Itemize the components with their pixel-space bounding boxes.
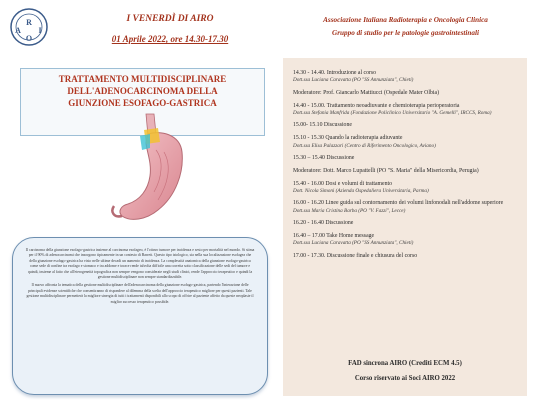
svg-text:O: O [25, 34, 33, 43]
schedule-item-speaker: Dott.ssa Elisa Palazzari (Centro di Riferimento Oncologico, Aviano) [293, 142, 436, 149]
organization-header [283, 14, 528, 40]
svg-text:R: R [26, 18, 32, 27]
svg-text:A: A [15, 26, 21, 35]
schedule-item-speaker: Dott.ssa Maria Cristina Barba (PO "V. Fazzi", Lecce) [293, 207, 406, 214]
schedule-item-title: 14.30 - 14.40. Introduzione al corso [293, 70, 377, 76]
course-footer [283, 356, 527, 386]
schedule-item [293, 90, 525, 97]
schedule-item [293, 220, 525, 227]
schedule-item-speaker: Dott.ssa Stefania Manfrida (Fondazione Policlinico Universitario "A. Gemelli", IRCCS, Roma) [293, 110, 492, 117]
schedule-item [293, 103, 525, 117]
schedule-item [293, 233, 525, 247]
schedule-item-title: 15.40 - 16.00 Dosi e volumi di trattamento [293, 180, 393, 187]
schedule-item [293, 200, 525, 214]
title-line-1: TRATTAMENTO MULTIDISCIPLINARE [58, 74, 227, 84]
schedule-item-speaker: Dott.ssa Luciana Caravatta (PO "SS Annunziata", Chieti) [293, 240, 414, 247]
members-note: Corso riservato ai Soci AIRO 2022 [354, 375, 456, 382]
schedule-item-title: 15.00- 15.10 Discussione [293, 122, 352, 129]
schedule-item-title: 15.10 - 15.30 Quando la radioterapia adiuvante [293, 135, 403, 142]
title-line-3: GIUNZIONE ESOFAGO-GASTRICA [68, 98, 217, 108]
schedule-item [293, 135, 525, 149]
schedule-item [293, 122, 525, 129]
schedule-item-title: 16.00 - 16.20 Linee guida sul contornamento dei volumi linfonodali nell'addome superiore [293, 200, 504, 207]
event-header [60, 14, 280, 44]
schedule-item [293, 181, 525, 195]
schedule-item-title: 15.30 – 15.40 Discussione [293, 154, 355, 161]
schedule-item-title: 14.40 - 15.00. Trattamento neoadiuvante e chemioterapia perioperatoria [293, 102, 460, 109]
description-paragraph-2: Il nuovo affronta la tematica della gestione multidisciplinare dell'adenocarcinoma della giunzione esofago-gastrica, partendo l'interazione delle principali evidenze scientifiche che consentiranno di rispondere al dilemma della scelta dell'approccio terapeutico migliore per questi pazienti. Tale gestione multidisciplinare permetterà la migliore sinergia di tutti i trattamenti disponibili allo scopo di offrire al paziente affetto da queste neoplasie il miglior successo terapeutico possibile. [26, 283, 254, 304]
schedule-item-title: 17.00 - 17.30. Discussione finale e chiusura del corso [293, 252, 418, 259]
program-schedule [293, 70, 525, 266]
schedule-item-title: 16.20 - 16.40 Discussione [293, 220, 354, 227]
event-date: 01 Aprile 2022, ore 14.30-17.30 [111, 34, 229, 44]
schedule-item [293, 168, 525, 175]
schedule-item-speaker: Dott. Nicola Simoni (Azienda Ospedaliera Universitaria, Parma) [293, 188, 429, 195]
schedule-item-title: 16.40 – 17.00 Take Home message [293, 233, 375, 240]
description-paragraph-1: Il carcinoma della giunzione esofago-gastrica insieme al carcinoma esofageo, è l'ottavo tumore per incidenza e sesto per mortalità nel mondo. Si stima per il 90% di adenocarcinomi che insorgono tipicamente in un contesto di Barrett. Questo tipo istologico, sia nella sua localizzazione esofagea che della giunzione esofago-gastrica ha visto nelle ultime decadi un aumento di incidenza. La complessità anatomica della giunzione esofago-gastrica come sede di confine tra esofago e stomaco e tra addome e torace rende talvolta difficile una corretta sotto classificazione delle sedi del tumore e quindi, insieme al fatto che all'eterogeneità topografica non sempre vengono considerate negli studi clinici, rende l'approccio terapeutico e quindi la gestione multidisciplinare non sempre standardizzabile. [25, 248, 255, 280]
airo-logo [8, 5, 50, 49]
stomach-illustration [100, 112, 200, 232]
organization-name: Associazione Italiana Radioterapia e Oncologia Clinica [323, 16, 488, 24]
schedule-item [293, 155, 525, 162]
ecm-credits: FAD sincrona AIRO (Crediti ECM 4.5) [348, 360, 462, 367]
event-series: I VENERDÌ DI AIRO [126, 14, 214, 24]
course-description [12, 237, 268, 395]
schedule-item [293, 253, 525, 260]
svg-text:I: I [38, 26, 42, 35]
study-group: Gruppo di studio per le patologie gastrointestinali [332, 29, 479, 37]
schedule-item-title: Moderatore: Prof. Giancarlo Mattiucci (Ospedale Mater Olbia) [293, 89, 439, 96]
title-line-2: DELL'ADENOCARCINOMA DELLA [67, 86, 218, 96]
schedule-item-title: Moderatore: Dott. Marco Lupattelli (PO "S. Maria" della Misericordia, Perugia) [293, 167, 479, 174]
schedule-item [293, 70, 525, 84]
schedule-item-speaker: Dott.ssa Luciana Caravatta (PO "SS Annunziata", Chieti) [293, 77, 414, 84]
